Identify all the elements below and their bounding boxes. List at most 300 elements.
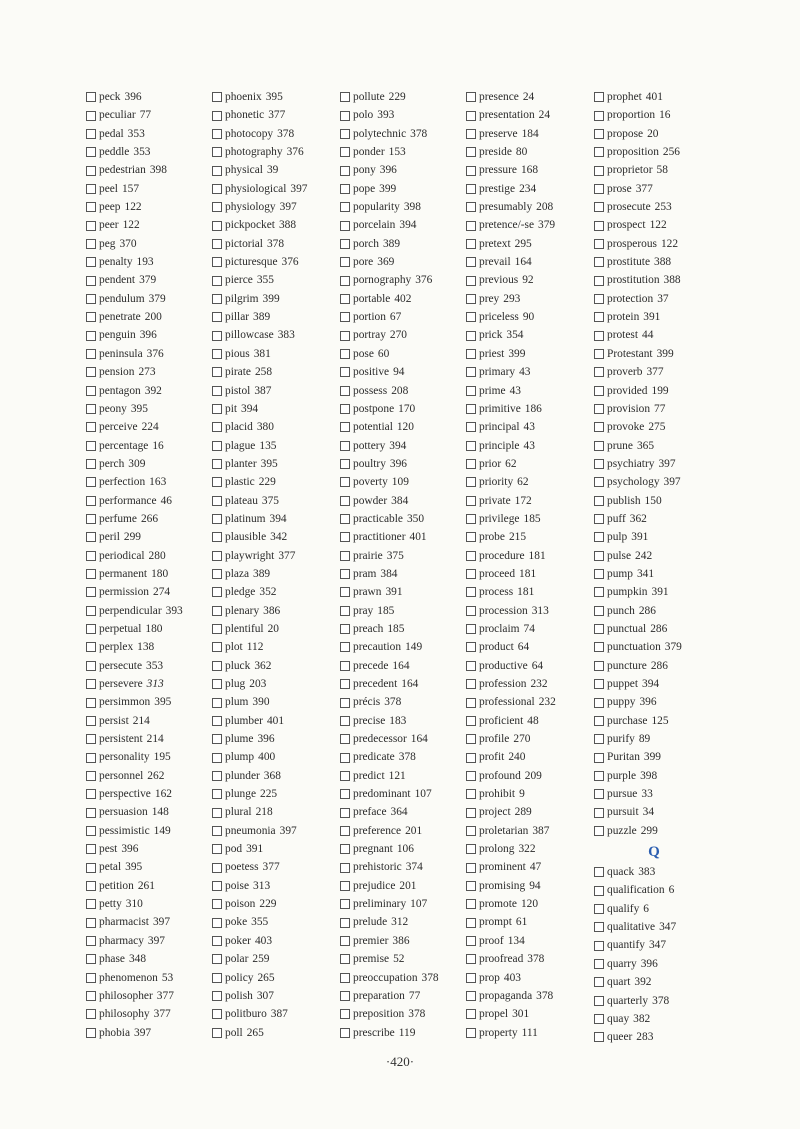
checkbox-icon[interactable] xyxy=(212,459,222,469)
checkbox-icon[interactable] xyxy=(86,661,96,671)
checkbox-icon[interactable] xyxy=(212,1028,222,1038)
checkbox-icon[interactable] xyxy=(212,239,222,249)
checkbox-icon[interactable] xyxy=(86,734,96,744)
checkbox-icon[interactable] xyxy=(594,239,604,249)
checkbox-icon[interactable] xyxy=(466,789,476,799)
checkbox-icon[interactable] xyxy=(340,936,350,946)
checkbox-icon[interactable] xyxy=(594,147,604,157)
entry-word: pod xyxy=(225,843,243,856)
checkbox-icon[interactable] xyxy=(466,257,476,267)
checkbox-icon[interactable] xyxy=(466,844,476,854)
checkbox-icon[interactable] xyxy=(466,166,476,176)
checkbox-icon[interactable] xyxy=(466,441,476,451)
checkbox-icon[interactable] xyxy=(594,716,604,726)
checkbox-icon[interactable] xyxy=(466,147,476,157)
entry-page-number: 209 xyxy=(524,769,542,782)
checkbox-icon[interactable] xyxy=(466,551,476,561)
checkbox-icon[interactable] xyxy=(594,734,604,744)
checkbox-icon[interactable] xyxy=(86,129,96,139)
checkbox-icon[interactable] xyxy=(212,826,222,836)
entry-word: provoke xyxy=(607,421,645,434)
checkbox-icon[interactable] xyxy=(594,111,604,121)
checkbox-icon[interactable] xyxy=(212,569,222,579)
checkbox-icon[interactable] xyxy=(594,422,604,432)
checkbox-icon[interactable] xyxy=(86,92,96,102)
entry-page-number: 109 xyxy=(391,476,409,489)
checkbox-icon[interactable] xyxy=(466,918,476,928)
checkbox-icon[interactable] xyxy=(340,771,350,781)
checkbox-icon[interactable] xyxy=(466,129,476,139)
checkbox-icon[interactable] xyxy=(212,551,222,561)
checkbox-icon[interactable] xyxy=(466,954,476,964)
checkbox-icon[interactable] xyxy=(594,331,604,341)
checkbox-icon[interactable] xyxy=(86,166,96,176)
checkbox-icon[interactable] xyxy=(86,716,96,726)
entry-word: pore xyxy=(353,256,374,269)
index-entry xyxy=(466,895,594,913)
checkbox-icon[interactable] xyxy=(86,698,96,708)
index-entry xyxy=(466,216,594,234)
checkbox-icon[interactable] xyxy=(340,422,350,432)
checkbox-icon[interactable] xyxy=(466,863,476,873)
checkbox-icon[interactable] xyxy=(340,899,350,909)
checkbox-icon[interactable] xyxy=(212,844,222,854)
index-entry xyxy=(212,510,340,528)
checkbox-icon[interactable] xyxy=(594,789,604,799)
checkbox-icon[interactable] xyxy=(466,202,476,212)
checkbox-icon[interactable] xyxy=(212,422,222,432)
checkbox-icon[interactable] xyxy=(340,1009,350,1019)
checkbox-icon[interactable] xyxy=(86,459,96,469)
checkbox-icon[interactable] xyxy=(594,771,604,781)
checkbox-icon[interactable] xyxy=(466,881,476,891)
checkbox-icon[interactable] xyxy=(212,257,222,267)
index-entry xyxy=(86,161,212,179)
checkbox-icon[interactable] xyxy=(466,422,476,432)
checkbox-icon[interactable] xyxy=(86,367,96,377)
checkbox-icon[interactable] xyxy=(86,973,96,983)
index-entry xyxy=(466,326,594,344)
checkbox-icon[interactable] xyxy=(594,1014,604,1024)
checkbox-icon[interactable] xyxy=(466,1009,476,1019)
checkbox-icon[interactable] xyxy=(212,294,222,304)
checkbox-icon[interactable] xyxy=(594,587,604,597)
checkbox-icon[interactable] xyxy=(340,129,350,139)
checkbox-icon[interactable] xyxy=(212,587,222,597)
checkbox-icon[interactable] xyxy=(466,92,476,102)
checkbox-icon[interactable] xyxy=(86,863,96,873)
checkbox-icon[interactable] xyxy=(594,679,604,689)
checkbox-icon[interactable] xyxy=(212,312,222,322)
checkbox-icon[interactable] xyxy=(466,734,476,744)
checkbox-icon[interactable] xyxy=(340,551,350,561)
checkbox-icon[interactable] xyxy=(340,184,350,194)
checkbox-icon[interactable] xyxy=(86,569,96,579)
checkbox-icon[interactable] xyxy=(86,771,96,781)
checkbox-icon[interactable] xyxy=(340,367,350,377)
index-entry xyxy=(212,326,340,344)
checkbox-icon[interactable] xyxy=(340,386,350,396)
checkbox-icon[interactable] xyxy=(340,826,350,836)
checkbox-icon[interactable] xyxy=(594,477,604,487)
checkbox-icon[interactable] xyxy=(466,221,476,231)
checkbox-icon[interactable] xyxy=(594,312,604,322)
checkbox-icon[interactable] xyxy=(340,239,350,249)
index-entry xyxy=(466,418,594,436)
checkbox-icon[interactable] xyxy=(466,936,476,946)
entry-page-number: 122 xyxy=(124,201,142,214)
checkbox-icon[interactable] xyxy=(466,991,476,1001)
checkbox-icon[interactable] xyxy=(340,459,350,469)
checkbox-icon[interactable] xyxy=(594,367,604,377)
checkbox-icon[interactable] xyxy=(466,477,476,487)
entry-page-number: 376 xyxy=(281,256,299,269)
checkbox-icon[interactable] xyxy=(340,844,350,854)
checkbox-icon[interactable] xyxy=(212,331,222,341)
entry-page-number: 134 xyxy=(507,934,525,947)
checkbox-icon[interactable] xyxy=(594,496,604,506)
checkbox-icon[interactable] xyxy=(86,257,96,267)
checkbox-icon[interactable] xyxy=(86,312,96,322)
checkbox-icon[interactable] xyxy=(340,679,350,689)
checkbox-icon[interactable] xyxy=(86,514,96,524)
checkbox-icon[interactable] xyxy=(212,936,222,946)
checkbox-icon[interactable] xyxy=(86,147,96,157)
checkbox-icon[interactable] xyxy=(594,441,604,451)
entry-word: pilgrim xyxy=(225,292,259,305)
checkbox-icon[interactable] xyxy=(86,496,96,506)
entry-page-number: 397 xyxy=(152,916,171,929)
checkbox-icon[interactable] xyxy=(340,257,350,267)
checkbox-icon[interactable] xyxy=(212,918,222,928)
checkbox-icon[interactable] xyxy=(212,111,222,121)
checkbox-icon[interactable] xyxy=(86,642,96,652)
checkbox-icon[interactable] xyxy=(86,349,96,359)
checkbox-icon[interactable] xyxy=(594,698,604,708)
checkbox-icon[interactable] xyxy=(466,312,476,322)
checkbox-icon[interactable] xyxy=(466,642,476,652)
checkbox-icon[interactable] xyxy=(86,184,96,194)
checkbox-icon[interactable] xyxy=(86,404,96,414)
checkbox-icon[interactable] xyxy=(86,808,96,818)
checkbox-icon[interactable] xyxy=(594,184,604,194)
checkbox-icon[interactable] xyxy=(212,863,222,873)
checkbox-icon[interactable] xyxy=(340,642,350,652)
checkbox-icon[interactable] xyxy=(340,881,350,891)
checkbox-icon[interactable] xyxy=(212,899,222,909)
index-entry xyxy=(466,785,594,803)
checkbox-icon[interactable] xyxy=(594,977,604,987)
checkbox-icon[interactable] xyxy=(594,532,604,542)
checkbox-icon[interactable] xyxy=(212,166,222,176)
checkbox-icon[interactable] xyxy=(340,276,350,286)
checkbox-icon[interactable] xyxy=(594,606,604,616)
checkbox-icon[interactable] xyxy=(466,899,476,909)
checkbox-icon[interactable] xyxy=(340,202,350,212)
checkbox-icon[interactable] xyxy=(466,587,476,597)
checkbox-icon[interactable] xyxy=(466,753,476,763)
checkbox-icon[interactable] xyxy=(466,973,476,983)
checkbox-icon[interactable] xyxy=(212,808,222,818)
checkbox-icon[interactable] xyxy=(594,904,604,914)
index-entry xyxy=(86,657,212,675)
checkbox-icon[interactable] xyxy=(340,147,350,157)
checkbox-icon[interactable] xyxy=(86,587,96,597)
checkbox-icon[interactable] xyxy=(86,221,96,231)
checkbox-icon[interactable] xyxy=(340,514,350,524)
checkbox-icon[interactable] xyxy=(86,1028,96,1038)
checkbox-icon[interactable] xyxy=(594,129,604,139)
checkbox-icon[interactable] xyxy=(340,863,350,873)
checkbox-icon[interactable] xyxy=(86,111,96,121)
checkbox-icon[interactable] xyxy=(340,624,350,634)
checkbox-icon[interactable] xyxy=(212,789,222,799)
checkbox-icon[interactable] xyxy=(212,477,222,487)
checkbox-icon[interactable] xyxy=(212,129,222,139)
checkbox-icon[interactable] xyxy=(466,771,476,781)
checkbox-icon[interactable] xyxy=(340,753,350,763)
checkbox-icon[interactable] xyxy=(86,441,96,451)
checkbox-icon[interactable] xyxy=(594,826,604,836)
checkbox-icon[interactable] xyxy=(594,349,604,359)
checkbox-icon[interactable] xyxy=(340,661,350,671)
entry-page-number: 185 xyxy=(387,622,405,635)
checkbox-icon[interactable] xyxy=(340,606,350,616)
checkbox-icon[interactable] xyxy=(594,276,604,286)
checkbox-icon[interactable] xyxy=(594,166,604,176)
checkbox-icon[interactable] xyxy=(466,569,476,579)
checkbox-icon[interactable] xyxy=(466,532,476,542)
checkbox-icon[interactable] xyxy=(594,808,604,818)
checkbox-icon[interactable] xyxy=(212,1009,222,1019)
checkbox-icon[interactable] xyxy=(86,551,96,561)
checkbox-icon[interactable] xyxy=(86,1009,96,1019)
checkbox-icon[interactable] xyxy=(212,624,222,634)
checkbox-icon[interactable] xyxy=(86,202,96,212)
index-entry xyxy=(594,1028,714,1046)
checkbox-icon[interactable] xyxy=(594,661,604,671)
checkbox-icon[interactable] xyxy=(86,679,96,689)
checkbox-icon[interactable] xyxy=(212,771,222,781)
checkbox-icon[interactable] xyxy=(466,679,476,689)
checkbox-icon[interactable] xyxy=(466,331,476,341)
checkbox-icon[interactable] xyxy=(340,954,350,964)
checkbox-icon[interactable] xyxy=(594,551,604,561)
entry-page-number: 368 xyxy=(263,769,281,782)
checkbox-icon[interactable] xyxy=(594,459,604,469)
checkbox-icon[interactable] xyxy=(340,111,350,121)
checkbox-icon[interactable] xyxy=(594,92,604,102)
checkbox-icon[interactable] xyxy=(466,276,476,286)
checkbox-icon[interactable] xyxy=(340,973,350,983)
index-entry xyxy=(340,455,466,473)
checkbox-icon[interactable] xyxy=(340,1028,350,1038)
checkbox-icon[interactable] xyxy=(86,331,96,341)
checkbox-icon[interactable] xyxy=(594,941,604,951)
checkbox-icon[interactable] xyxy=(86,276,96,286)
checkbox-icon[interactable] xyxy=(212,221,222,231)
checkbox-icon[interactable] xyxy=(594,922,604,932)
checkbox-icon[interactable] xyxy=(86,239,96,249)
checkbox-icon[interactable] xyxy=(466,698,476,708)
entry-page-number: 47 xyxy=(529,861,542,874)
checkbox-icon[interactable] xyxy=(212,496,222,506)
checkbox-icon[interactable] xyxy=(340,734,350,744)
checkbox-icon[interactable] xyxy=(212,349,222,359)
checkbox-icon[interactable] xyxy=(86,422,96,432)
checkbox-icon[interactable] xyxy=(212,973,222,983)
checkbox-icon[interactable] xyxy=(340,569,350,579)
entry-page-number: 347 xyxy=(648,939,667,952)
checkbox-icon[interactable] xyxy=(340,477,350,487)
entry-word: pumpkin xyxy=(607,586,648,599)
checkbox-icon[interactable] xyxy=(212,404,222,414)
checkbox-icon[interactable] xyxy=(466,459,476,469)
checkbox-icon[interactable] xyxy=(466,111,476,121)
checkbox-icon[interactable] xyxy=(212,367,222,377)
checkbox-icon[interactable] xyxy=(466,496,476,506)
checkbox-icon[interactable] xyxy=(594,642,604,652)
checkbox-icon[interactable] xyxy=(212,734,222,744)
checkbox-icon[interactable] xyxy=(340,716,350,726)
checkbox-icon[interactable] xyxy=(594,624,604,634)
checkbox-icon[interactable] xyxy=(466,386,476,396)
checkbox-icon[interactable] xyxy=(466,661,476,671)
checkbox-icon[interactable] xyxy=(340,331,350,341)
checkbox-icon[interactable] xyxy=(340,789,350,799)
checkbox-icon[interactable] xyxy=(340,441,350,451)
checkbox-icon[interactable] xyxy=(86,477,96,487)
checkbox-icon[interactable] xyxy=(86,789,96,799)
index-entry xyxy=(340,913,466,931)
checkbox-icon[interactable] xyxy=(86,991,96,1001)
index-entry xyxy=(594,106,714,124)
checkbox-icon[interactable] xyxy=(212,532,222,542)
checkbox-icon[interactable] xyxy=(594,753,604,763)
checkbox-icon[interactable] xyxy=(340,166,350,176)
checkbox-icon[interactable] xyxy=(340,92,350,102)
checkbox-icon[interactable] xyxy=(212,606,222,616)
checkbox-icon[interactable] xyxy=(594,514,604,524)
checkbox-icon[interactable] xyxy=(212,881,222,891)
checkbox-icon[interactable] xyxy=(212,441,222,451)
checkbox-icon[interactable] xyxy=(340,496,350,506)
checkbox-icon[interactable] xyxy=(86,936,96,946)
index-entry xyxy=(212,785,340,803)
checkbox-icon[interactable] xyxy=(86,386,96,396)
checkbox-icon[interactable] xyxy=(86,899,96,909)
checkbox-icon[interactable] xyxy=(594,202,604,212)
checkbox-icon[interactable] xyxy=(212,184,222,194)
index-entry xyxy=(86,253,212,271)
checkbox-icon[interactable] xyxy=(594,959,604,969)
entry-word: physiological xyxy=(225,182,287,195)
checkbox-icon[interactable] xyxy=(212,661,222,671)
checkbox-icon[interactable] xyxy=(212,753,222,763)
checkbox-icon[interactable] xyxy=(212,92,222,102)
checkbox-icon[interactable] xyxy=(212,386,222,396)
entry-word: poetess xyxy=(225,861,259,874)
checkbox-icon[interactable] xyxy=(466,826,476,836)
checkbox-icon[interactable] xyxy=(466,184,476,194)
checkbox-icon[interactable] xyxy=(594,221,604,231)
checkbox-icon[interactable] xyxy=(212,276,222,286)
checkbox-icon[interactable] xyxy=(466,239,476,249)
checkbox-icon[interactable] xyxy=(86,954,96,964)
checkbox-icon[interactable] xyxy=(466,404,476,414)
checkbox-icon[interactable] xyxy=(466,514,476,524)
checkbox-icon[interactable] xyxy=(466,606,476,616)
checkbox-icon[interactable] xyxy=(340,808,350,818)
entry-page-number: 341 xyxy=(636,567,655,580)
checkbox-icon[interactable] xyxy=(212,698,222,708)
checkbox-icon[interactable] xyxy=(594,996,604,1006)
checkbox-icon[interactable] xyxy=(340,404,350,414)
entry-word: priest xyxy=(479,347,505,360)
checkbox-icon[interactable] xyxy=(212,642,222,652)
entry-word: puncture xyxy=(607,659,647,672)
checkbox-icon[interactable] xyxy=(466,349,476,359)
checkbox-icon[interactable] xyxy=(86,844,96,854)
entry-word: perfume xyxy=(99,512,137,525)
checkbox-icon[interactable] xyxy=(86,532,96,542)
checkbox-icon[interactable] xyxy=(340,221,350,231)
checkbox-icon[interactable] xyxy=(466,294,476,304)
checkbox-icon[interactable] xyxy=(340,312,350,322)
checkbox-icon[interactable] xyxy=(466,808,476,818)
checkbox-icon[interactable] xyxy=(340,294,350,304)
checkbox-icon[interactable] xyxy=(594,386,604,396)
checkbox-icon[interactable] xyxy=(86,753,96,763)
checkbox-icon[interactable] xyxy=(594,569,604,579)
checkbox-icon[interactable] xyxy=(340,349,350,359)
checkbox-icon[interactable] xyxy=(340,532,350,542)
checkbox-icon[interactable] xyxy=(340,991,350,1001)
checkbox-icon[interactable] xyxy=(594,404,604,414)
checkbox-icon[interactable] xyxy=(212,991,222,1001)
entry-page-number: 225 xyxy=(260,788,278,801)
checkbox-icon[interactable] xyxy=(212,147,222,157)
checkbox-icon[interactable] xyxy=(466,367,476,377)
checkbox-icon[interactable] xyxy=(466,1028,476,1038)
index-entry xyxy=(86,693,212,711)
checkbox-icon[interactable] xyxy=(86,918,96,928)
checkbox-icon[interactable] xyxy=(340,587,350,597)
checkbox-icon[interactable] xyxy=(212,514,222,524)
checkbox-icon[interactable] xyxy=(212,716,222,726)
checkbox-icon[interactable] xyxy=(86,606,96,616)
checkbox-icon[interactable] xyxy=(86,294,96,304)
checkbox-icon[interactable] xyxy=(86,624,96,634)
checkbox-icon[interactable] xyxy=(594,867,604,877)
checkbox-icon[interactable] xyxy=(466,624,476,634)
checkbox-icon[interactable] xyxy=(594,886,604,896)
checkbox-icon[interactable] xyxy=(340,698,350,708)
checkbox-icon[interactable] xyxy=(340,918,350,928)
index-entry xyxy=(594,382,714,400)
entry-page-number: 299 xyxy=(640,824,658,837)
checkbox-icon[interactable] xyxy=(594,294,604,304)
checkbox-icon[interactable] xyxy=(212,679,222,689)
checkbox-icon[interactable] xyxy=(466,716,476,726)
checkbox-icon[interactable] xyxy=(212,954,222,964)
checkbox-icon[interactable] xyxy=(86,826,96,836)
checkbox-icon[interactable] xyxy=(594,257,604,267)
entry-word: probe xyxy=(479,531,505,544)
checkbox-icon[interactable] xyxy=(212,202,222,212)
checkbox-icon[interactable] xyxy=(594,1032,604,1042)
checkbox-icon[interactable] xyxy=(86,881,96,891)
